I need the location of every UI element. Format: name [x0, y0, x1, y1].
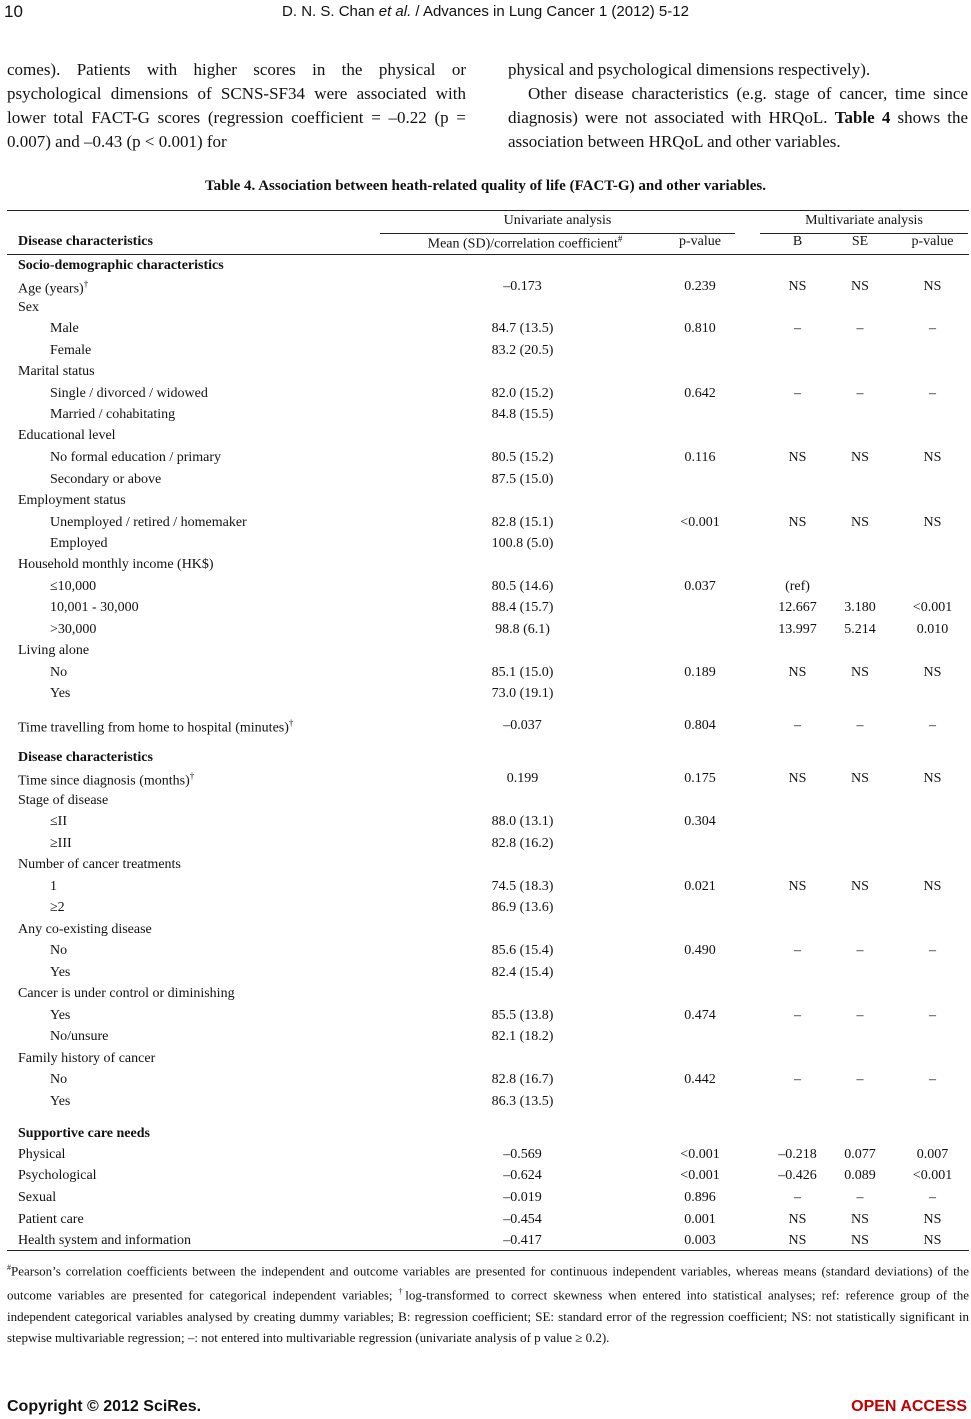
cell-mean: 73.0 (19.1) [491, 686, 554, 701]
cell-multi-p-value: – [929, 386, 936, 401]
table-header-rule [7, 254, 969, 255]
row-label [18, 557, 214, 573]
cell-b: – [794, 943, 801, 958]
cell-multi-p-value: 0.010 [916, 622, 949, 637]
cell-mean: –0.624 [503, 1168, 542, 1183]
cell-mean: 83.2 (20.5) [491, 343, 554, 358]
footnote-marker: † [83, 279, 89, 289]
row-label-text: Household monthly income (HK$) [18, 557, 214, 572]
running-head-journal: / Advances in Lung Cancer 1 (2012) 5-12 [411, 3, 689, 20]
table-row [0, 493, 971, 513]
cell-p-value: 0.021 [684, 879, 716, 894]
body-paragraph: comes). Patients with higher scores in the physical or psychological dimensions of SCNS-SF34 were associated with lower total FACT-G scores (regression coefficient = –0.22 (p = 0.007) and –0.43 (p < 0.001) for [7, 60, 466, 151]
cell-se: 0.077 [844, 1147, 876, 1162]
row-label [50, 407, 175, 423]
cell-mean: –0.417 [503, 1233, 542, 1248]
row-label-text: Married / cohabitating [50, 407, 176, 422]
table-top-rule [7, 210, 969, 211]
cell-multi-p-value: <0.001 [912, 1168, 953, 1183]
table-row [0, 793, 971, 813]
cell-se: 5.214 [844, 622, 876, 637]
row-label-text: Physical [18, 1147, 66, 1162]
cell-p-value: 0.116 [684, 450, 716, 465]
row-label-text: ≤II [50, 814, 68, 829]
cell-multi-p-value: – [929, 321, 936, 336]
table-row [0, 718, 971, 738]
column-header-multi-p-value: p-value [911, 234, 954, 249]
footnote-marker: # [7, 1263, 11, 1272]
cell-mean: 86.3 (13.5) [491, 1094, 554, 1109]
cell-b: NS [788, 665, 807, 680]
row-label [50, 450, 221, 466]
cell-b: – [794, 1190, 801, 1205]
row-label-text: Cancer is under control or diminishing [18, 986, 235, 1001]
cell-multi-p-value: NS [923, 450, 942, 465]
cell-mean: 82.8 (16.7) [491, 1072, 554, 1087]
row-label [18, 922, 152, 938]
row-label [50, 900, 65, 916]
table-row [0, 343, 971, 363]
cell-b: NS [788, 279, 807, 294]
cell-multi-p-value: NS [923, 665, 942, 680]
row-label-text: 1 [50, 879, 57, 894]
table-row [0, 965, 971, 985]
table-row [0, 814, 971, 834]
table-row [0, 622, 971, 642]
cell-se: – [856, 386, 864, 401]
table-row [0, 579, 971, 599]
cell-b: NS [788, 879, 807, 894]
cell-multi-p-value: – [929, 943, 936, 958]
cell-mean: 84.8 (15.5) [491, 407, 554, 422]
table-row [0, 300, 971, 320]
row-label [18, 1190, 56, 1206]
cell-p-value: 0.175 [684, 771, 716, 786]
row-label [50, 814, 67, 830]
row-label [18, 279, 88, 298]
table-row [0, 1051, 971, 1071]
cell-b: –0.218 [778, 1147, 817, 1162]
body-text: shows the association between HRQoL and other variables. [508, 108, 968, 151]
body-column-left [7, 58, 466, 154]
cell-b: NS [788, 450, 807, 465]
table-caption: Table 4. Association between heath-related quality of life (FACT-G) and other variables. [205, 178, 766, 194]
cell-mean: 86.9 (13.6) [491, 900, 554, 915]
copyright-notice: Copyright © 2012 SciRes. [7, 1398, 202, 1415]
table-row [0, 536, 971, 556]
table-row [0, 1094, 971, 1114]
column-header-se: SE [851, 234, 869, 249]
row-label [18, 718, 293, 737]
cell-se: 3.180 [844, 600, 876, 615]
row-label [50, 879, 57, 895]
table-row [0, 1126, 971, 1146]
column-header-mean [395, 234, 655, 253]
cell-mean: 100.8 (5.0) [491, 536, 554, 551]
section-heading [18, 1126, 150, 1142]
cell-mean: 80.5 (15.2) [491, 450, 554, 465]
cell-b: 13.997 [778, 622, 817, 637]
body-column-right [508, 58, 968, 154]
cell-mean: 84.7 (13.5) [491, 321, 554, 336]
cell-p-value: 0.442 [684, 1072, 716, 1087]
table-row [0, 386, 971, 406]
row-label [50, 472, 161, 488]
row-label-text: Psychological [18, 1168, 97, 1183]
row-label [18, 857, 181, 873]
running-head [0, 3, 971, 20]
cell-mean: 82.1 (18.2) [491, 1029, 554, 1044]
table-row [0, 750, 971, 770]
table-row [0, 407, 971, 427]
row-label-text: Disease characteristics [18, 750, 153, 765]
cell-multi-p-value: NS [923, 879, 942, 894]
row-label-text: Yes [50, 1094, 71, 1109]
row-label-text: Secondary or above [50, 472, 162, 487]
row-label [18, 300, 39, 316]
cell-b: NS [788, 1212, 807, 1227]
row-label-text: Any co-existing disease [18, 922, 152, 937]
body-paragraph [508, 82, 968, 154]
table-row [0, 472, 971, 492]
section-heading [18, 750, 153, 766]
cell-multi-p-value: – [929, 718, 936, 733]
cell-se: NS [851, 279, 869, 294]
table-row [0, 879, 971, 899]
cell-b: – [794, 1072, 801, 1087]
row-label-text: Age (years) [18, 281, 84, 297]
cell-p-value: 0.490 [684, 943, 716, 958]
cell-se: – [856, 718, 864, 733]
cell-b: 12.667 [778, 600, 817, 615]
cell-se: NS [851, 450, 869, 465]
cell-multi-p-value: – [929, 1008, 936, 1023]
cell-mean: 85.1 (15.0) [491, 665, 554, 680]
row-label-text: Unemployed / retired / homemaker [50, 515, 247, 530]
cell-multi-p-value: – [929, 1072, 936, 1087]
table-row [0, 643, 971, 663]
row-label-text: Supportive care needs [18, 1126, 150, 1141]
row-label-text: No/unsure [50, 1029, 109, 1044]
row-label [50, 386, 208, 402]
cell-mean: 82.0 (15.2) [491, 386, 554, 401]
table-row [0, 900, 971, 920]
row-label-text: Single / divorced / widowed [50, 386, 208, 401]
table-row [0, 515, 971, 535]
cell-p-value: 0.003 [684, 1233, 716, 1248]
cell-mean: 82.4 (15.4) [491, 965, 554, 980]
row-label [50, 943, 67, 959]
cell-se: – [856, 943, 864, 958]
table-row [0, 1212, 971, 1232]
row-label [50, 515, 247, 531]
body-paragraph: physical and psychological dimensions respectively). [508, 60, 871, 79]
row-label-text: Socio-demographic characteristics [18, 258, 224, 273]
row-label [18, 1212, 84, 1228]
footnote-marker: † [288, 718, 294, 728]
row-label [50, 1094, 70, 1110]
table-row [0, 364, 971, 384]
page-number: 10 [4, 2, 23, 21]
row-label [50, 965, 70, 981]
row-label-text: Stage of disease [18, 793, 109, 808]
cell-se: – [856, 1072, 864, 1087]
row-label-text: Yes [50, 686, 71, 701]
row-label-text: Time since diagnosis (months) [18, 773, 190, 789]
cell-b: – [794, 718, 801, 733]
cell-mean: 82.8 (15.1) [491, 515, 554, 530]
cell-mean: 98.8 (6.1) [495, 622, 550, 637]
table-reference: Table 4 [834, 108, 891, 127]
row-label [18, 643, 89, 659]
multivariate-group-header: Multivariate analysis [805, 213, 923, 228]
row-label [18, 793, 108, 809]
row-label-text: Educational level [18, 428, 116, 443]
table-row [0, 986, 971, 1006]
table-row [0, 771, 971, 791]
row-label [18, 1147, 65, 1163]
table-row [0, 1008, 971, 1028]
cell-p-value: 0.189 [684, 665, 716, 680]
row-label-text: Yes [50, 965, 71, 980]
cell-b: NS [788, 771, 807, 786]
cell-mean: 74.5 (18.3) [491, 879, 554, 894]
row-label [50, 343, 91, 359]
column-header-mean-text: Mean (SD)/correlation coefficient [427, 236, 618, 252]
row-label-text: Employed [50, 536, 108, 551]
table-row [0, 857, 971, 877]
cell-multi-p-value: NS [923, 279, 942, 294]
row-label-text: ≥2 [50, 900, 65, 915]
cell-multi-p-value: <0.001 [912, 600, 953, 615]
cell-b: (ref) [785, 579, 810, 594]
cell-se: NS [851, 879, 869, 894]
row-label [18, 493, 126, 509]
cell-mean: 85.5 (13.8) [491, 1008, 554, 1023]
row-label [50, 1029, 108, 1045]
row-label-text: Health system and information [18, 1233, 192, 1248]
cell-mean: 0.199 [506, 771, 539, 786]
row-label-text: Sexual [18, 1190, 57, 1205]
cell-mean: –0.569 [503, 1147, 542, 1162]
cell-p-value: 0.642 [684, 386, 716, 401]
table-row [0, 1147, 971, 1167]
column-header-characteristics: Disease characteristics [18, 234, 153, 249]
cell-p-value: <0.001 [680, 1147, 720, 1162]
row-label-text: Patient care [18, 1212, 84, 1227]
cell-multi-p-value: NS [923, 771, 942, 786]
cell-mean: –0.454 [503, 1212, 542, 1227]
running-head-et-al: et al. [378, 3, 412, 20]
row-label-text: ≤10,000 [50, 579, 97, 594]
cell-mean: –0.173 [503, 279, 542, 294]
univariate-group-header: Univariate analysis [503, 213, 612, 228]
cell-mean: –0.037 [503, 718, 542, 733]
cell-se: – [856, 1008, 864, 1023]
cell-p-value: 0.474 [684, 1008, 716, 1023]
row-label-text: Female [50, 343, 92, 358]
row-label [18, 428, 116, 444]
row-label [50, 321, 79, 337]
row-label [50, 836, 72, 852]
row-label [50, 600, 139, 616]
footnote-text: log-transformed to correct skewness when entered into statistical analyses; ref: reference group of the independent categorical variables analysed by creating dummy variables; B: regression coefficient; SE: standard error of the regression coefficient; NS: not statistically significant in stepwise multivariable regression; –: not entered into multivariable regression (univariate analysis of p value ≥ 0.2). [7, 1287, 970, 1345]
cell-multi-p-value: NS [923, 1233, 942, 1248]
cell-p-value: 0.239 [684, 279, 716, 294]
table-row [0, 1029, 971, 1049]
row-label [50, 1008, 70, 1024]
row-label-text: Marital status [18, 364, 95, 379]
column-header-b: B [792, 234, 803, 249]
cell-se: NS [851, 1233, 869, 1248]
table-bottom-rule [7, 1250, 969, 1251]
footnote-text: Pearson’s correlation coefficients between the independent and outcome variables are presented for continuous independent variables, whereas means (standard deviations) of the outcome variables are presented for categorical independent variables; [7, 1263, 969, 1303]
cell-se: 0.089 [844, 1168, 876, 1183]
table-row [0, 428, 971, 448]
cell-p-value: <0.001 [680, 1168, 720, 1183]
row-label [18, 364, 95, 380]
footnote-marker: † [189, 771, 195, 781]
row-label [50, 579, 96, 595]
row-label-text: No [50, 943, 68, 958]
row-label [18, 1168, 97, 1184]
table-row [0, 836, 971, 856]
cell-mean: 85.6 (15.4) [491, 943, 554, 958]
footnote-marker: # [617, 234, 623, 244]
open-access-label: OPEN ACCESS [851, 1398, 967, 1415]
row-label-text: Male [50, 321, 79, 336]
row-label-text: Living alone [18, 643, 90, 658]
cell-p-value: <0.001 [680, 515, 720, 530]
cell-se: – [856, 1190, 864, 1205]
table-row [0, 321, 971, 341]
row-label [50, 622, 96, 638]
cell-mean: 88.4 (15.7) [491, 600, 554, 615]
cell-p-value: 0.896 [684, 1190, 716, 1205]
row-label-text: Sex [18, 300, 39, 315]
row-label-text: Number of cancer treatments [18, 857, 181, 872]
cell-b: NS [788, 515, 807, 530]
cell-se: NS [851, 665, 869, 680]
section-heading [18, 258, 224, 274]
cell-multi-p-value: 0.007 [916, 1147, 949, 1162]
row-label-text: Time travelling from home to hospital (minutes) [18, 720, 289, 736]
table-row [0, 279, 971, 299]
row-label-text: No [50, 1072, 68, 1087]
cell-se: – [856, 321, 864, 336]
table-row [0, 258, 971, 278]
cell-p-value: 0.804 [684, 718, 716, 733]
row-label-text: No formal education / primary [50, 450, 222, 465]
cell-p-value: 0.037 [684, 579, 716, 594]
table-row [0, 1072, 971, 1092]
cell-mean: 88.0 (13.1) [491, 814, 554, 829]
cell-b: – [794, 321, 801, 336]
row-label-text: Yes [50, 1008, 71, 1023]
table-row [0, 943, 971, 963]
table-row [0, 922, 971, 942]
cell-multi-p-value: NS [923, 1212, 942, 1227]
table-row [0, 557, 971, 577]
row-label-text: 10,001 - 30,000 [50, 600, 139, 615]
cell-mean: 80.5 (14.6) [491, 579, 554, 594]
row-label [50, 536, 108, 552]
cell-b: – [794, 386, 801, 401]
cell-se: NS [851, 515, 869, 530]
row-label [50, 686, 70, 702]
column-header-p-value: p-value [679, 234, 721, 249]
cell-se: NS [851, 771, 869, 786]
running-head-authors: D. N. S. Chan [282, 3, 379, 20]
row-label-text: Family history of cancer [18, 1051, 156, 1066]
cell-mean: 82.8 (16.2) [491, 836, 554, 851]
row-label [18, 771, 194, 790]
table-row [0, 1168, 971, 1188]
row-label-text: >30,000 [50, 622, 97, 637]
table-row [0, 600, 971, 620]
cell-p-value: 0.304 [684, 814, 716, 829]
table-footnote [7, 1257, 969, 1348]
row-label [18, 986, 235, 1002]
row-label [50, 665, 67, 681]
row-label-text: Employment status [18, 493, 126, 508]
footnote-marker: † [398, 1287, 406, 1297]
row-label [50, 1072, 67, 1088]
cell-se: NS [851, 1212, 869, 1227]
cell-b: – [794, 1008, 801, 1023]
cell-p-value: 0.810 [684, 321, 716, 336]
cell-p-value: 0.001 [684, 1212, 716, 1227]
table-row [0, 450, 971, 470]
cell-mean: 87.5 (15.0) [491, 472, 554, 487]
table-row [0, 686, 971, 706]
cell-multi-p-value: – [929, 1190, 936, 1205]
row-label [18, 1051, 155, 1067]
row-label-text: No [50, 665, 68, 680]
body-text: Other disease characteristics (e.g. stage of cancer, time since diagnosis) were not associated with HRQoL. [508, 84, 968, 127]
table-row [0, 1190, 971, 1210]
cell-b: –0.426 [778, 1168, 817, 1183]
cell-mean: –0.019 [503, 1190, 542, 1205]
row-label [18, 1233, 191, 1249]
cell-b: NS [788, 1233, 807, 1248]
table-row [0, 665, 971, 685]
cell-multi-p-value: NS [923, 515, 942, 530]
row-label-text: ≥III [50, 836, 72, 851]
